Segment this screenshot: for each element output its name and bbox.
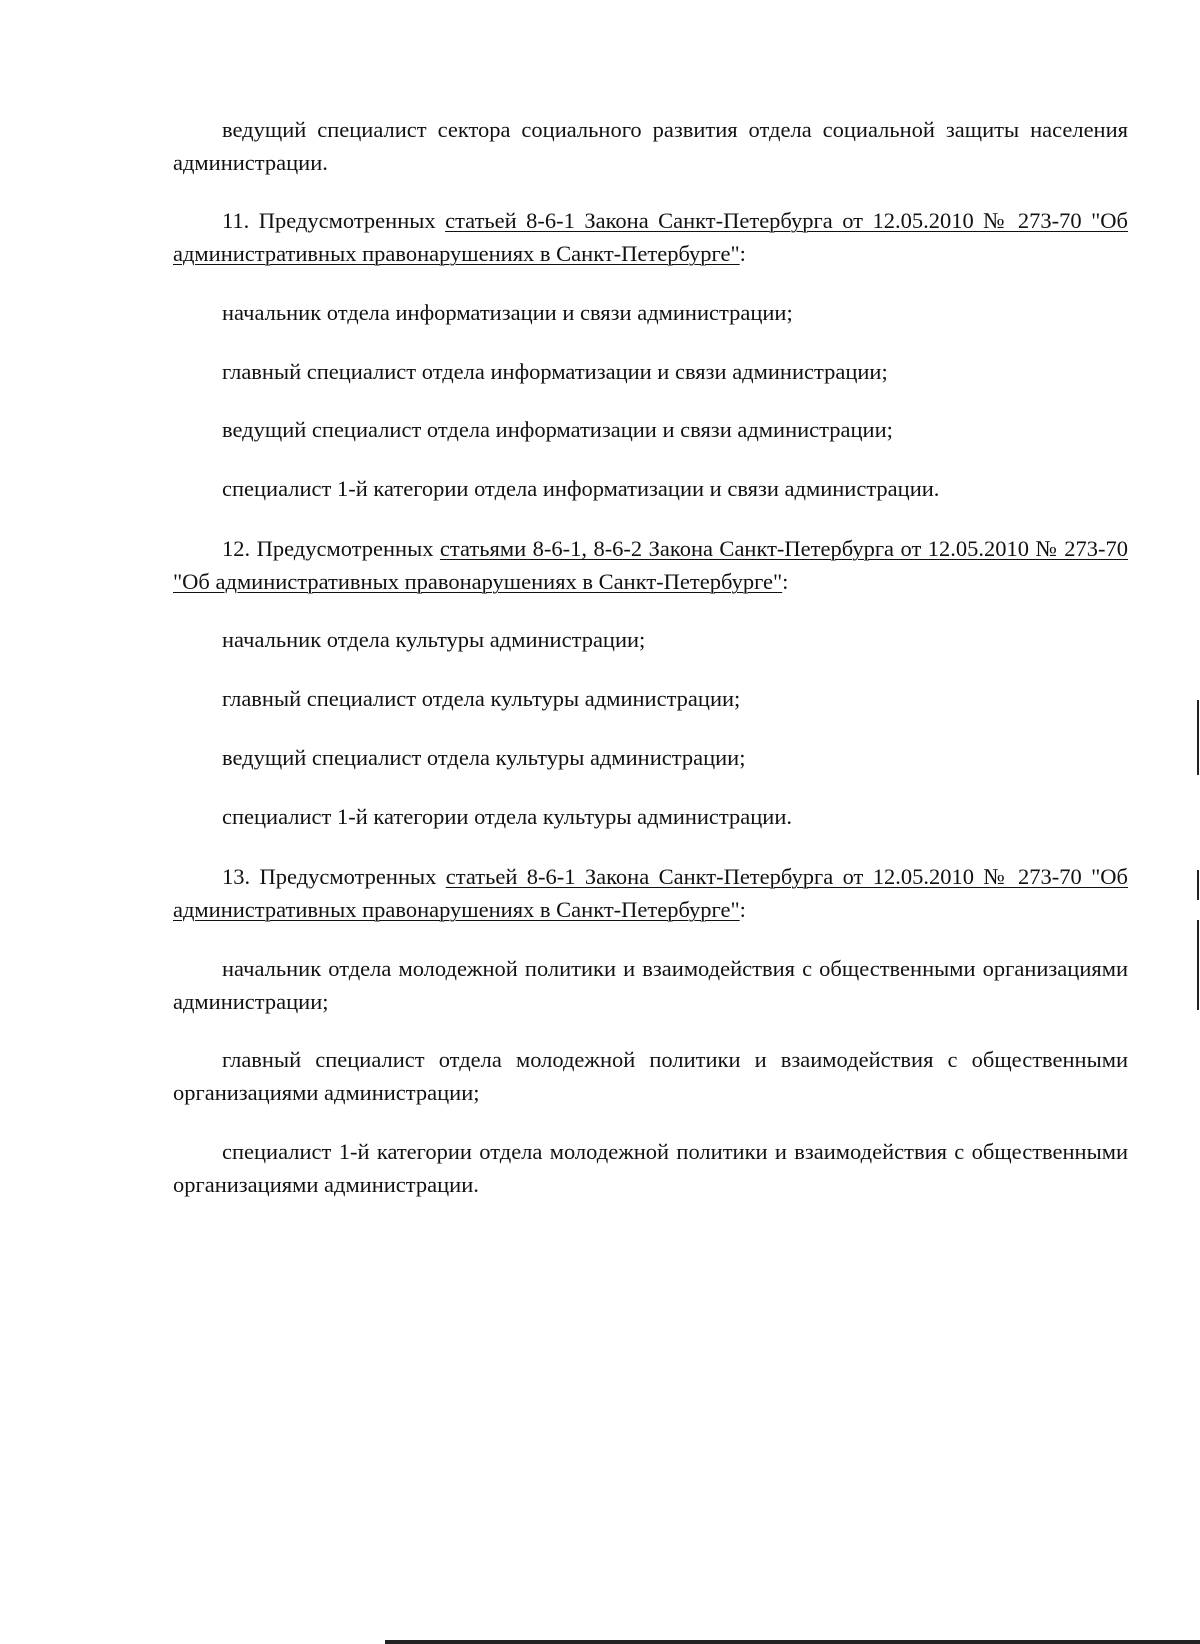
paragraph-item-13 (173, 860, 1128, 926)
paragraph-item-12-position-3: ведущий специалист отдела культуры администрации; (222, 745, 746, 770)
law-link-item-12[interactable]: статьями 8-6-1, 8-6-2 Закона Санкт-Петербурга от 12.05.2010 № 273-70 "Об административных правонарушениях в Санкт-Петербурге" (173, 536, 1128, 594)
paragraph-item-12-position-4: специалист 1-й категории отдела культуры администрации. (222, 804, 793, 829)
paragraph-item-11-position-3: ведущий специалист отдела информатизации и связи администрации; (222, 417, 893, 442)
paragraph-item-13-position-1: начальник отдела молодежной политики и взаимодействия с общественными организациями администрации; (173, 956, 1128, 1014)
law-link-item-13[interactable]: статьей 8-6-1 Закона Санкт-Петербурга от 12.05.2010 № 273-70 "Об административных правонарушениях в Санкт-Петербурге" (173, 864, 1128, 922)
paragraph-item-11-position-4: специалист 1-й категории отдела информатизации и связи администрации. (222, 476, 940, 501)
paragraph-item-11-position-1: начальник отдела информатизации и связи администрации; (222, 300, 793, 325)
paragraph-item-13-position-3: специалист 1-й категории отдела молодежной политики и взаимодействия с общественными организациями администрации. (173, 1139, 1128, 1197)
paragraph-item-12-position-1: начальник отдела культуры администрации; (222, 627, 646, 652)
item-13-prefix: 13. Предусмотренных (222, 864, 446, 889)
paragraph-item-11 (173, 204, 1128, 270)
scan-edge-mark (1197, 700, 1199, 775)
item-11-prefix: 11. Предусмотренных (222, 208, 446, 233)
item-11-suffix: : (739, 241, 746, 266)
scan-edge-mark (1197, 920, 1199, 1010)
paragraph-item-12 (173, 532, 1128, 598)
law-link-item-11[interactable]: статьей 8-6-1 Закона Санкт-Петербурга от 12.05.2010 № 273-70 "Об административных правонарушениях в Санкт-Петербурге" (173, 208, 1128, 266)
paragraph-item-13-position-2: главный специалист отдела молодежной политики и взаимодействия с общественными организациями администрации; (173, 1047, 1128, 1105)
item-12-suffix: : (782, 569, 789, 594)
item-12-prefix: 12. Предусмотренных (222, 536, 440, 561)
paragraph-1: ведущий специалист сектора социального развития отдела социальной защиты населения администрации. (173, 117, 1128, 175)
scan-bottom-edge (385, 1640, 1200, 1644)
paragraph-item-11-position-2: главный специалист отдела информатизации и связи администрации; (222, 359, 888, 384)
scan-edge-mark (1197, 870, 1199, 900)
item-13-suffix: : (739, 897, 746, 922)
paragraph-item-12-position-2: главный специалист отдела культуры администрации; (222, 686, 741, 711)
